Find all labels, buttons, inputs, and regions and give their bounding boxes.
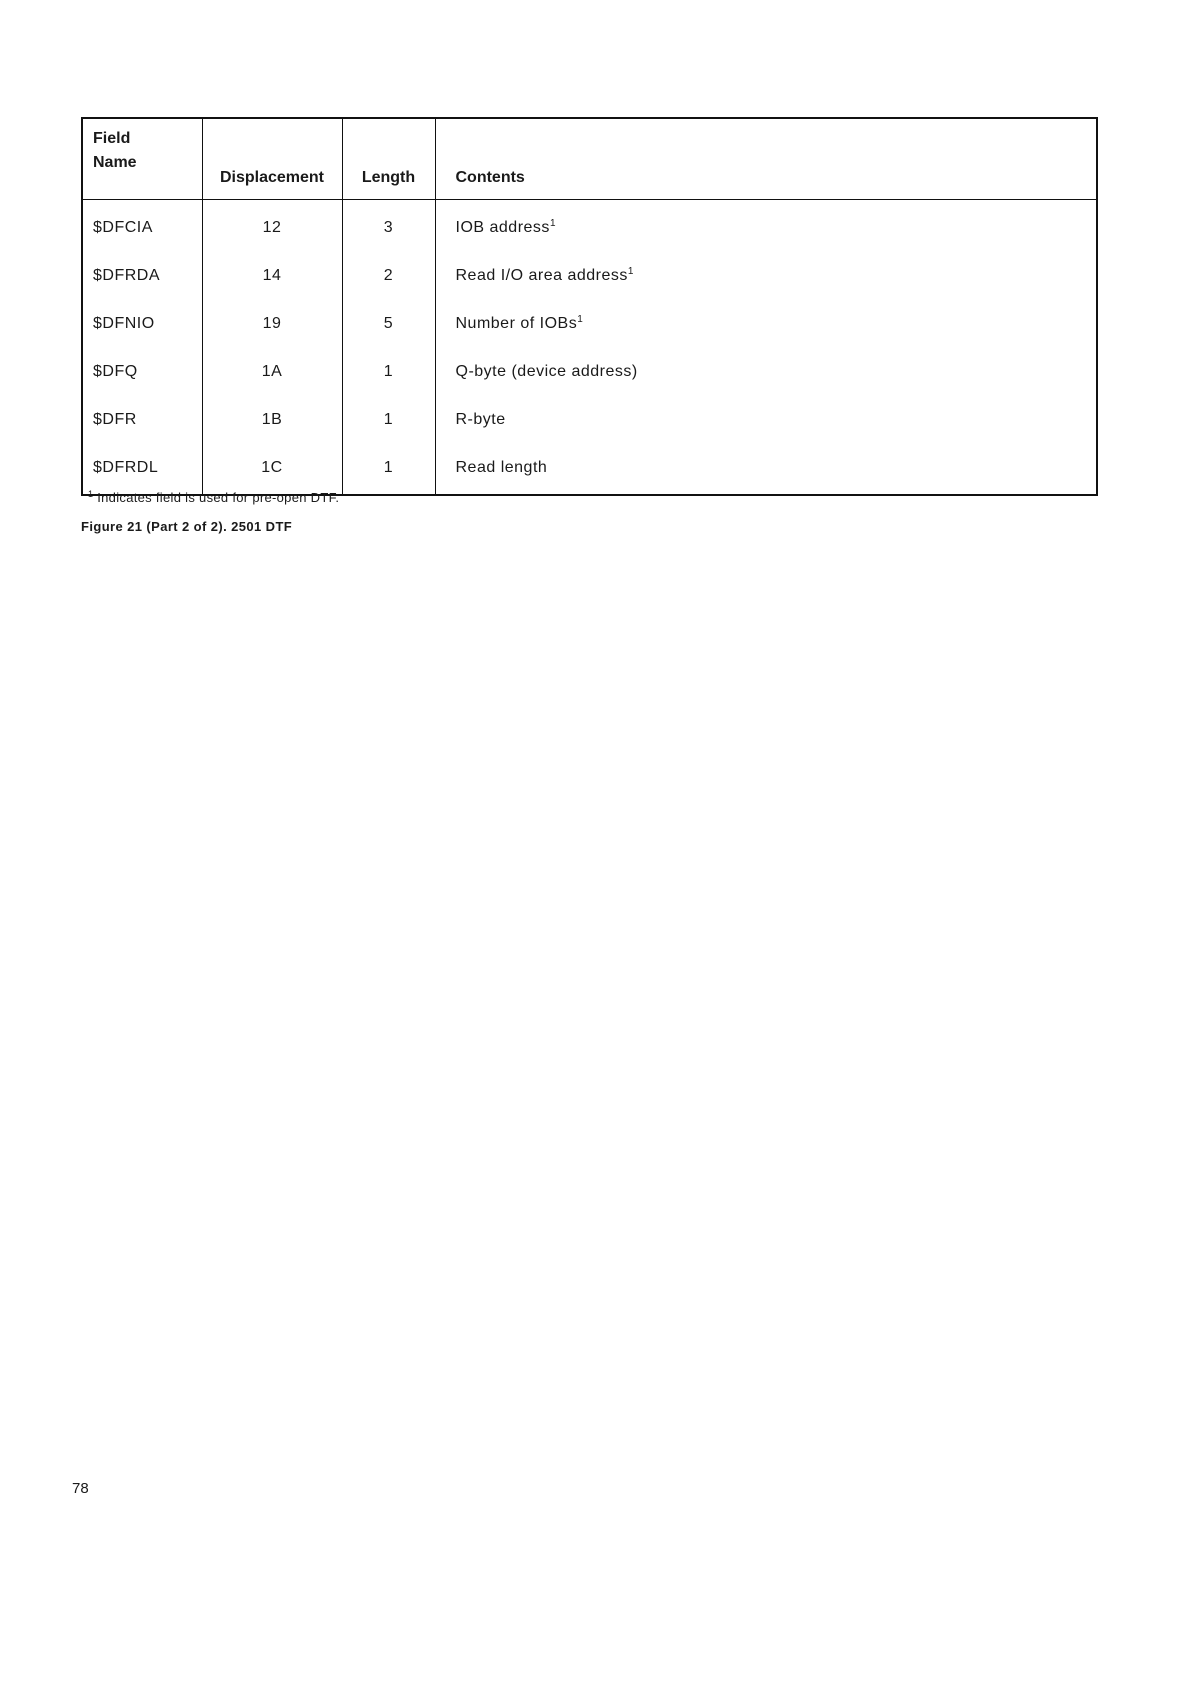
- cell-contents: [435, 444, 1097, 495]
- page-number: 78: [72, 1480, 89, 1497]
- cell-displacement: 12: [202, 200, 342, 253]
- contents-text: IOB address: [455, 219, 550, 236]
- header-displacement: Displacement: [202, 118, 342, 200]
- cell-contents: [435, 348, 1097, 396]
- cell-length: 1: [342, 396, 435, 444]
- cell-length: 1: [342, 348, 435, 396]
- contents-text: Read length: [455, 459, 548, 476]
- cell-contents: [435, 200, 1097, 253]
- header-field-name: [82, 118, 202, 200]
- contents-text: Number of IOBs: [455, 315, 578, 332]
- cell-field-name: $DFQ: [82, 348, 202, 396]
- cell-length: 2: [342, 252, 435, 300]
- cell-length: 1: [342, 444, 435, 495]
- cell-displacement: 1A: [202, 348, 342, 396]
- contents-text: Q-byte (device address): [455, 363, 638, 380]
- table-row: [82, 444, 1097, 495]
- header-contents: Contents: [435, 118, 1097, 200]
- table-row: [82, 252, 1097, 300]
- cell-field-name: $DFR: [82, 396, 202, 444]
- contents-text: Read I/O area address: [455, 267, 628, 284]
- table-footnote: [88, 490, 339, 505]
- dtf-field-table: [81, 117, 1098, 496]
- cell-contents: [435, 396, 1097, 444]
- header-field-name-line1: Field: [93, 130, 131, 147]
- cell-field-name: $DFRDA: [82, 252, 202, 300]
- table-row: [82, 300, 1097, 348]
- table-row: [82, 396, 1097, 444]
- cell-displacement: 1C: [202, 444, 342, 495]
- cell-field-name: $DFCIA: [82, 200, 202, 253]
- cell-displacement: 14: [202, 252, 342, 300]
- contents-text: R-byte: [455, 411, 506, 428]
- footnote-marker: 1: [88, 489, 94, 499]
- table-row: [82, 348, 1097, 396]
- footnote-marker: 1: [577, 314, 584, 325]
- cell-field-name: $DFRDL: [82, 444, 202, 495]
- cell-length: 5: [342, 300, 435, 348]
- table-row: [82, 200, 1097, 253]
- header-length: Length: [342, 118, 435, 200]
- cell-field-name: $DFNIO: [82, 300, 202, 348]
- cell-displacement: 1B: [202, 396, 342, 444]
- footnote-marker: 1: [627, 266, 634, 277]
- footnote-marker: 1: [549, 218, 556, 229]
- figure-caption: Figure 21 (Part 2 of 2). 2501 DTF: [81, 519, 293, 534]
- table-header-row: [82, 118, 1097, 200]
- cell-displacement: 19: [202, 300, 342, 348]
- header-field-name-line2: Name: [93, 154, 137, 171]
- cell-contents: [435, 300, 1097, 348]
- cell-length: 3: [342, 200, 435, 253]
- footnote-text: Indicates field is used for pre-open DTF.: [97, 490, 340, 505]
- cell-contents: [435, 252, 1097, 300]
